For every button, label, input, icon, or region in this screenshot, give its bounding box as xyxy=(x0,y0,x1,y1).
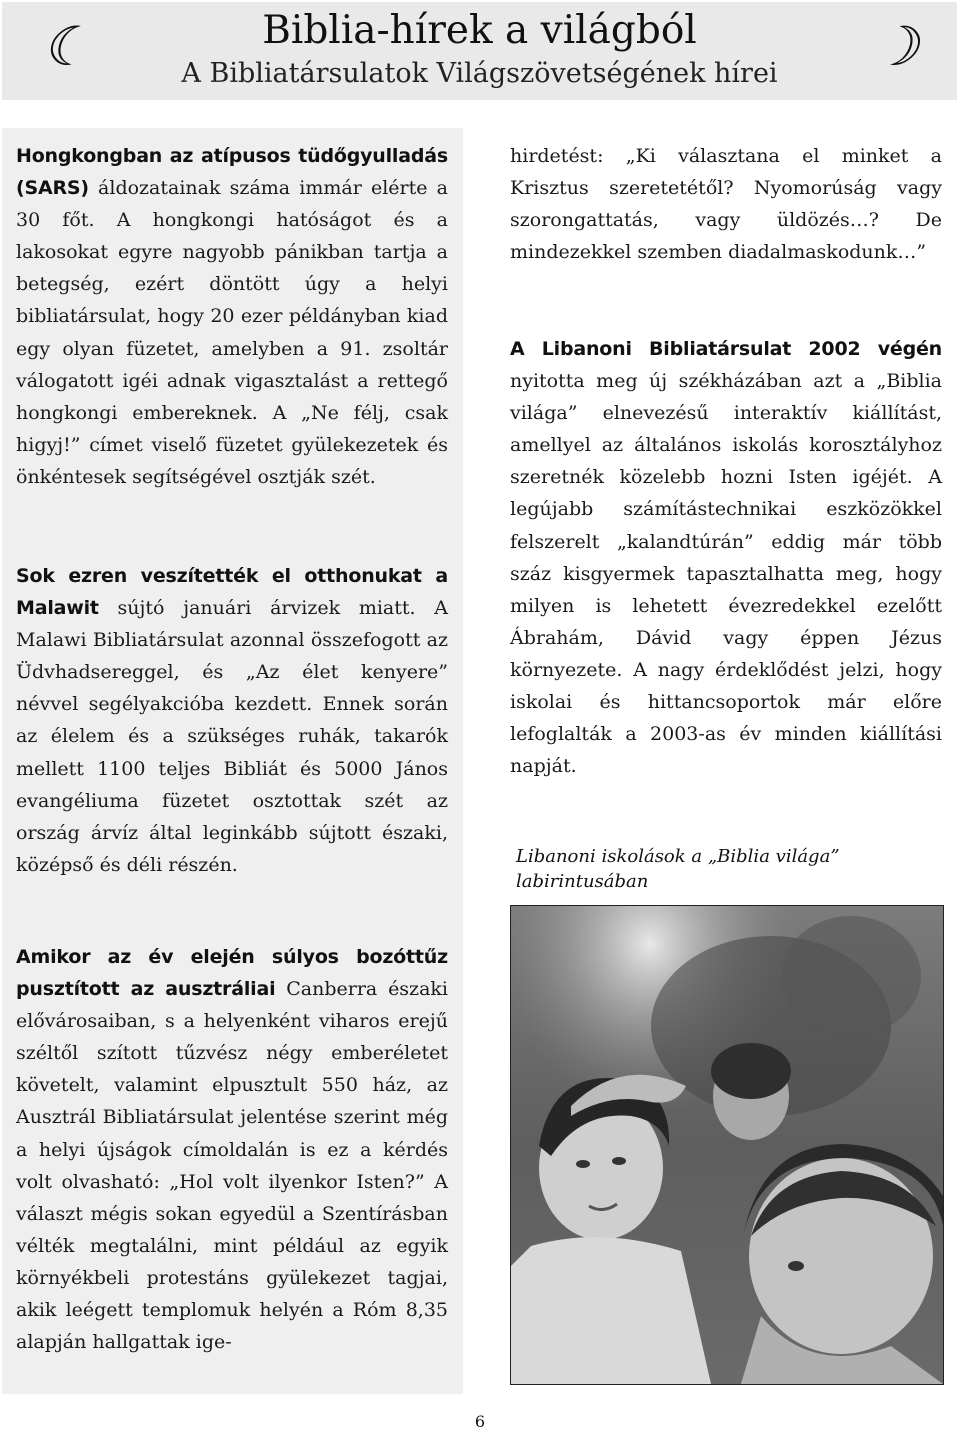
article-lebanon xyxy=(510,333,942,782)
photo-caption: Libanoni iskolások a „Biblia világa” labirintusában xyxy=(516,846,840,892)
photo-image xyxy=(511,906,943,1384)
page-number: 6 xyxy=(474,1412,486,1431)
article-hongkong xyxy=(16,140,448,493)
article-australia xyxy=(16,941,448,1358)
article-australia-body: Canberra északi elővárosaiban, s a helyenként viharos erejű széltől szított tűzvész négy emberéletet követelt, valamint elpusztult 550 ház, az Ausztrál Bibliatársulat jelentése szerint még a helyi újságok címoldalán is ez a kérdés volt olvasható: „Hol volt ilyenkor Isten?” A választ mégis sokan egyedül a Szentírásban vélték megtalálni, mint például az egyik környékbeli protestáns gyülekezet tagjai, akik leégett templomuk helyén a Róm 8,35 alapján hallgattak ige- xyxy=(16,978,448,1354)
ornament-left-icon: ☾ xyxy=(42,15,91,78)
header-title: Biblia-hírek a világból xyxy=(262,8,697,53)
article-lebanon-lead: A Libanoni Bibliatársulat 2002 végén xyxy=(510,338,942,360)
article-lebanon-body: nyitotta meg új székházában azt a „Biblia világa” elnevezésű interaktív kiállítást, amellyel az általános iskolás korosztályhoz szeretnék közelebb hozni Isten igéjét. A legújabb számítástechnikai eszközökkel felszerelt „kalandtúrán” eddig már több száz kisgyermek tapasztalhatta meg, hogy milyen is lehetett évezredekkel ezelőtt Ábrahám, Dávid vagy éppen Jézus környezete. A nagy érdeklődést jelzi, hogy iskolai és hittancsoportok már előre lefoglalták a 2003-as év minden kiállítási napját. xyxy=(510,370,942,778)
header-subtitle: A Bibliatársulatok Világszövetségének hírei xyxy=(181,58,778,89)
article-australia-cont-body: hirdetést: „Ki választana el minket a Krisztus szeretetétől? Nyomorúság vagy szorongattatás, vagy üldözés…? De mindezekkel szemben diadalmaskodunk…” xyxy=(510,145,942,264)
article-hongkong-body: áldozatainak száma immár elérte a 30 főt. A hongkongi hatóságot és a lakosokat egyre nagyobb pánikban tartja a betegség, ezért döntött úgy a helyi bibliatársulat, hogy 20 ezer példányban kiad egy olyan füzetet, amelyben a 91. zsoltár válogatott igéi adnak vigasztalást a rettegő hongkongi embereknek. A „Ne félj, csak higyj!” címet viselő füzetet gyülekezetek és önkéntesek segítségével osztják szét. xyxy=(16,177,448,488)
article-australia-lead: Amikor az év elején súlyos bozóttűz pusztított az ausztráliai xyxy=(16,946,448,1001)
article-malawi xyxy=(16,560,448,881)
article-australia-continued xyxy=(510,140,942,268)
article-hongkong-lead: Hongkongban az atípusos tüdőgyulladás (SARS) xyxy=(16,145,448,200)
page-header xyxy=(2,2,957,100)
ornament-right-icon: ☽ xyxy=(870,15,919,78)
article-malawi-lead: Sok ezren veszítették el otthonukat a Malawit xyxy=(16,565,448,620)
photo-children-labyrinth xyxy=(511,906,943,1384)
article-malawi-body: sújtó januári árvizek miatt. A Malawi Bibliatársulat azonnal összefogott az Üdvhadsereggel, és „Az élet kenyere” névvel segélyakcióba kezdett. Ennek során az élelem és a szükséges ruhák, takarók mellett 1100 teljes Bibliát és 5000 János evangéliuma füzetet osztottak szét az ország árvíz által leginkább sújtott északi, középső és déli részén. xyxy=(16,597,448,876)
